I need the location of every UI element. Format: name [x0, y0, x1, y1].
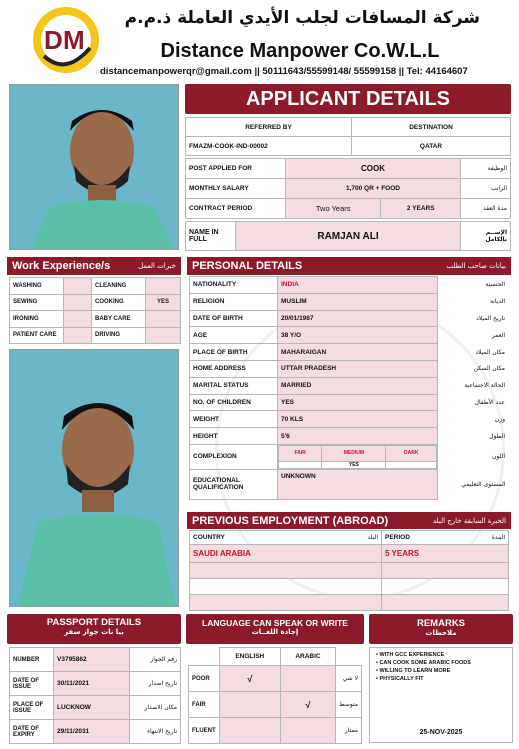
applicant-details-title [185, 84, 511, 114]
work-skill-value [64, 278, 92, 295]
passport-title: PASSPORT DETAILS [46, 617, 142, 628]
complexion-label: COMPLEXION [190, 444, 278, 469]
passport-title-ar: بيا نات جواز سفر [64, 628, 124, 636]
personal-field-value: 70 KLS [278, 411, 438, 428]
personal-field-label-ar: الديانة [489, 298, 505, 306]
language-level-label-ar: لا شي [336, 666, 362, 692]
remarks-title-ar: ملاحظات [425, 629, 457, 637]
personal-field-label: DATE OF BIRTH [190, 310, 278, 327]
work-skill-label: WASHING [10, 278, 64, 295]
personal-field-label: NATIONALITY [190, 277, 278, 294]
passport-field-label-ar: تاريخ اصدار [130, 672, 181, 696]
employment-table [189, 530, 509, 610]
destination-label: DESTINATION [352, 118, 511, 137]
language-level-label: FLUENT [189, 718, 220, 744]
country-label [190, 531, 382, 545]
arabic-header: ARABIC [280, 648, 335, 666]
passport-field-label: DATE OF ISSUE [10, 672, 54, 696]
arabic-level-mark [280, 666, 335, 692]
personal-field-value: INDIA [278, 277, 438, 294]
work-skill-label: SEWING [10, 294, 64, 311]
contract-value-2: 2 YEARS [381, 199, 461, 219]
language-level-label-ar: ممتاز [336, 718, 362, 744]
complexion-options [278, 444, 438, 469]
svg-text:M: M [63, 25, 85, 55]
personal-field-label-ar: مكان السكن [473, 365, 505, 373]
personal-field-value: 38 Y/O [278, 327, 438, 344]
work-experience-header [7, 257, 181, 275]
name-section [185, 221, 511, 251]
work-experience-table [9, 277, 181, 343]
passport-field-label: PLACE OF ISSUE [10, 696, 54, 720]
employment-empty-cell [190, 579, 382, 595]
complexion-option: MEDIUM [322, 445, 386, 461]
passport-field-label-ar: مكان الاصدار [130, 696, 181, 720]
employment-empty-cell [382, 579, 509, 595]
job-section [185, 158, 511, 218]
remarks-list [370, 648, 512, 686]
complexion-choice [279, 461, 322, 468]
work-skill-value [146, 327, 181, 344]
language-title-ar: إجادة اللغــات [251, 628, 299, 636]
personal-field-value: MAHARAIGAN [278, 344, 438, 361]
passport-header [7, 614, 181, 644]
employment-empty-cell [190, 595, 382, 611]
language-corner-cell [336, 648, 362, 666]
personal-field-label-ar: مكان الميلاد [475, 348, 505, 356]
remark-item: • WITH GCC EXPERIENCE [376, 652, 445, 658]
work-skill-value [146, 311, 181, 328]
work-skill-value [64, 294, 92, 311]
personal-field-label: NO. OF CHILDREN [190, 394, 278, 411]
personal-field-label-ar: عدد الأطفال [474, 398, 505, 406]
employment-header [187, 512, 511, 529]
personal-field-value: MARRIED [278, 377, 438, 394]
passport-field-value: LUCKNOW [54, 696, 130, 720]
language-corner-cell [189, 648, 220, 666]
language-level-label-ar: متوسط [336, 692, 362, 718]
personal-field-label-ar: الطول [489, 432, 505, 440]
personal-field-label-ar: الجنسية [485, 281, 505, 289]
education-label-ar: المستوى التعليمي [461, 480, 506, 488]
remarks-date: 25-NOV-2025 [419, 729, 463, 736]
personal-field-label-ar: العمر [491, 331, 505, 339]
personal-field-label: RELIGION [190, 293, 278, 310]
english-level-mark [219, 692, 280, 718]
work-experience-title: Work Experience/s [12, 260, 111, 272]
work-skill-label: PATIENT CARE [10, 327, 64, 344]
personal-details-title-ar: بيانات صاحب الطلب [446, 262, 506, 270]
work-experience-title-ar: خبرات العمل [138, 262, 176, 270]
personal-details-title: PERSONAL DETAILS [192, 260, 303, 272]
language-table [188, 647, 362, 743]
education-value: UNKNOWN [278, 469, 438, 499]
contract-value: Two Years [286, 199, 381, 219]
personal-details-table [189, 276, 509, 506]
personal-field-label: HOME ADDRESS [190, 360, 278, 377]
name-label: NAME IN FULL [186, 222, 236, 251]
employment-title: PREVIOUS EMPLOYMENT (ABROAD) [192, 514, 389, 527]
period-label-ar: المدة [491, 534, 505, 541]
salary-value: 1,700 QR + FOOD [286, 179, 461, 199]
language-title: LANGUAGE CAN SPEAK OR WRITE [202, 618, 348, 628]
personal-field-label: PLACE OF BIRTH [190, 344, 278, 361]
work-skill-value [64, 327, 92, 344]
contract-label: CONTRACT PERIOD [186, 199, 286, 219]
personal-field-value: YES [278, 394, 438, 411]
remark-item: • CAN COOK SOME ARABIC FOODS [376, 660, 471, 666]
referral-section [185, 117, 511, 155]
destination-value: QATAR [352, 137, 511, 156]
passport-field-label-ar: رقم الجواز [130, 648, 181, 672]
personal-field-value: 20/01/1987 [278, 310, 438, 327]
arabic-level-mark: √ [280, 692, 335, 718]
passport-field-value: 29/11/2031 [54, 720, 130, 744]
work-skill-label: IRONING [10, 311, 64, 328]
complexion-option: FAIR [279, 445, 322, 461]
country-label-text: COUNTRY [193, 534, 225, 541]
work-skill-label: CLEANING [92, 278, 146, 295]
remarks-header [369, 614, 513, 644]
passport-field-value: V3795862 [54, 648, 130, 672]
employment-empty-cell [190, 563, 382, 579]
period-label [382, 531, 509, 545]
employment-empty-cell [382, 595, 509, 611]
employment-country: SAUDI ARABIA [190, 545, 382, 563]
work-skill-label: BABY CARE [92, 311, 146, 328]
applicant-photo-full [9, 349, 179, 607]
personal-field-label: MARITAL STATUS [190, 377, 278, 394]
work-skill-label: DRIVING [92, 327, 146, 344]
passport-field-label: NUMBER [10, 648, 54, 672]
personal-field-label-ar: الحالة الاجتماعية [464, 382, 505, 390]
applicant-name: RAMJAN ALI [236, 222, 461, 251]
applicant-photo-portrait [9, 84, 179, 250]
english-header: ENGLISH [219, 648, 280, 666]
education-label: EDUCATIONAL QUALIFICATION [190, 469, 278, 499]
complexion-label-ar: اللون [492, 453, 505, 461]
company-name-arabic: شركة المسافات لجلب الأيدي العاملة ذ.م.م [124, 8, 480, 28]
personal-field-label: WEIGHT [190, 411, 278, 428]
post-value: COOK [286, 159, 461, 179]
personal-field-label-ar: تاريخ الميلاد [476, 314, 505, 322]
employment-empty-cell [382, 563, 509, 579]
personal-field-value: UTTAR PRADESH [278, 360, 438, 377]
passport-table [9, 647, 181, 743]
remark-item: • WILLING TO LEARN MORE [376, 668, 451, 674]
svg-text:D: D [44, 25, 63, 55]
personal-details-header [187, 257, 511, 275]
country-label-ar: البلد [367, 534, 378, 541]
complexion-option: DARK [386, 445, 437, 461]
remarks-title: REMARKS [416, 618, 466, 629]
reference-code: FMAZM-COOK-IND-00002 [186, 137, 352, 156]
employment-period: 5 YEARS [382, 545, 509, 563]
arabic-level-mark [280, 718, 335, 744]
work-skill-value: YES [146, 294, 181, 311]
passport-field-value: 30/11/2021 [54, 672, 130, 696]
remarks-box [369, 647, 513, 743]
personal-field-value: MUSLIM [278, 293, 438, 310]
work-skill-label: COOKING [92, 294, 146, 311]
salary-label-ar: الراتب [461, 179, 511, 199]
referred-by-label: REFERRED BY [186, 118, 352, 137]
post-label-ar: الوظيفة [461, 159, 511, 179]
complexion-choice [386, 461, 437, 468]
language-level-label: POOR [189, 666, 220, 692]
language-level-label: FAIR [189, 692, 220, 718]
personal-field-label-ar: وزن [494, 415, 505, 423]
personal-field-value: 5'6 [278, 428, 438, 445]
personal-field-label: HEIGHT [190, 428, 278, 445]
salary-label: MONTHLY SALARY [186, 179, 286, 199]
remark-item: • PHYSICALLY FIT [376, 676, 424, 682]
contract-label-ar: مدة العقد [461, 199, 511, 219]
complexion-choice: YES [322, 461, 386, 468]
english-level-mark [219, 718, 280, 744]
post-label: POST APPLIED FOR [186, 159, 286, 179]
passport-field-label-ar: تاريخ الانتهاء [130, 720, 181, 744]
company-contact: distancemanpowerqr@gmail.com || 50111643/55599148/ 55599158 || Tel: 44164607 [100, 66, 468, 77]
employment-title-ar: الخبرة السابقة خارج البلد [432, 516, 506, 525]
personal-field-label: AGE [190, 327, 278, 344]
applicant-details-title-text: APPLICANT DETAILS [245, 87, 451, 110]
company-logo [30, 4, 102, 76]
name-label-ar: الإســم بالكامل [461, 222, 511, 251]
passport-field-label: DATE OF EXPIRY [10, 720, 54, 744]
work-skill-value [146, 278, 181, 295]
period-label-text: PERIOD [385, 534, 410, 541]
work-skill-value [64, 311, 92, 328]
language-header [186, 614, 364, 644]
company-name-english: Distance Manpower Co.W.L.L [160, 40, 440, 62]
english-level-mark: √ [219, 666, 280, 692]
